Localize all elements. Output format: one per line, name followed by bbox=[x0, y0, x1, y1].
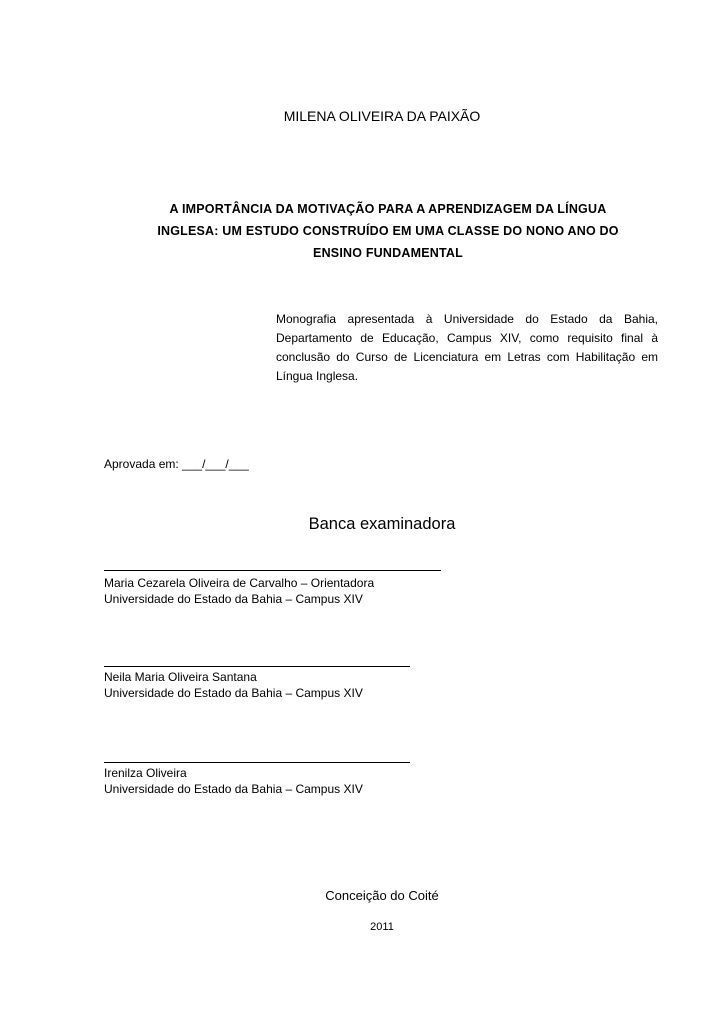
committee-heading: Banca examinadora bbox=[308, 515, 456, 533]
member-name: Irenilza Oliveira bbox=[104, 766, 187, 780]
author-name: MILENA OLIVEIRA DA PAIXÃO bbox=[283, 108, 481, 124]
committee-member bbox=[104, 575, 374, 607]
member-name: Neila Maria Oliveira Santana bbox=[104, 670, 257, 684]
thesis-title bbox=[105, 198, 671, 264]
title-line-3: ENSINO FUNDAMENTAL bbox=[313, 246, 463, 260]
title-line-2: INGLESA: UM ESTUDO CONSTRUÍDO EM UMA CLASSE DO NONO ANO DO bbox=[157, 224, 619, 238]
year: 2011 bbox=[370, 921, 394, 933]
signature-line bbox=[104, 570, 441, 571]
signature-line bbox=[104, 666, 410, 667]
member-institution: Universidade do Estado da Bahia – Campus XIV bbox=[104, 782, 363, 796]
member-name: Maria Cezarela Oliveira de Carvalho – Orientadora bbox=[104, 576, 375, 590]
signature-line bbox=[104, 762, 410, 763]
member-institution: Universidade do Estado da Bahia – Campus XIV bbox=[104, 686, 363, 700]
place: Conceição do Coité bbox=[325, 888, 439, 903]
purpose-statement: Monografia apresentada à Universidade do Estado da Bahia, Departamento de Educação, Campus XIV, como requisito final à conclusão do Curso de Licenciatura em Letras com Habilitação em Língua Inglesa. bbox=[276, 312, 658, 383]
approval-date-line: Aprovada em: ___/___/___ bbox=[104, 457, 249, 471]
title-line-1: A IMPORTÂNCIA DA MOTIVAÇÃO PARA A APRENDIZAGEM DA LÍNGUA bbox=[169, 202, 607, 216]
member-institution: Universidade do Estado da Bahia – Campus XIV bbox=[104, 592, 363, 606]
committee-member bbox=[104, 765, 363, 797]
committee-member bbox=[104, 669, 363, 701]
